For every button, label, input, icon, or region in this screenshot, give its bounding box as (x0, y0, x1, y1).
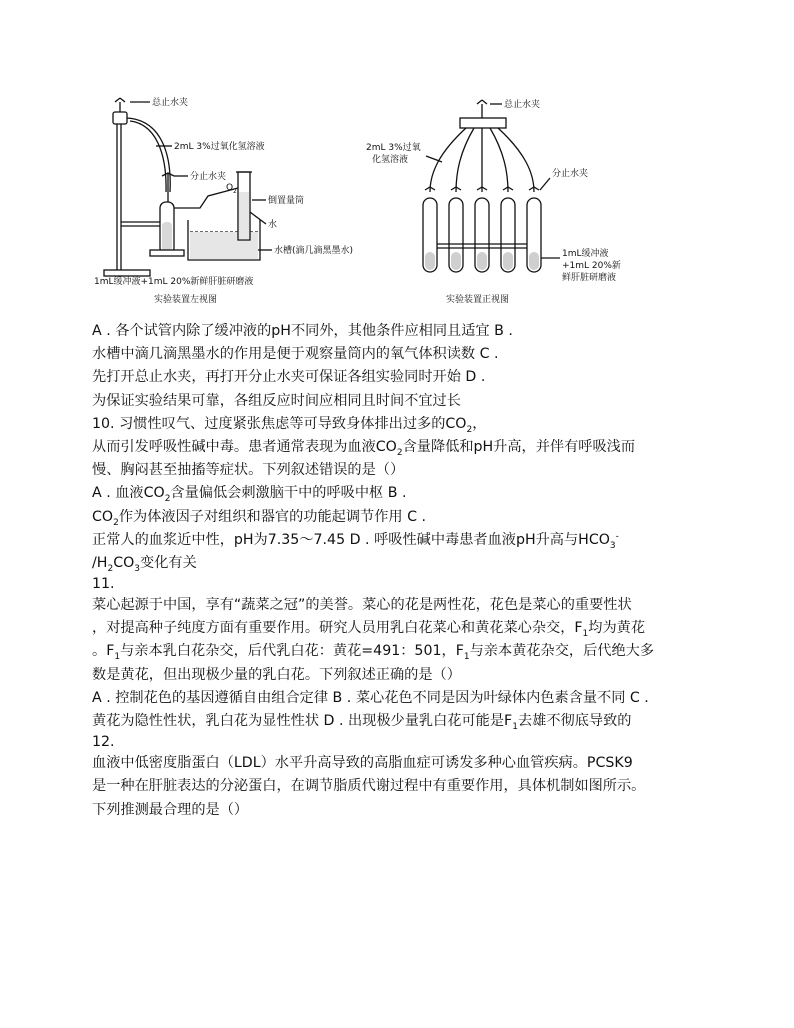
q11-options-line-2: 黄花为隐性性状，乳白花为显性性状 D . 出现极少量乳白花可能是$F_1$去雄不彻底导致的 (92, 713, 632, 732)
left-main-clamp-label: 总止水夹 (152, 98, 189, 108)
q9-options-line-2: 水槽中滴几滴黑墨水的作用是便于观察量筒内的氧气体积读数 C . (92, 346, 499, 363)
right-buffer-label-3: 鲜肝脏研磨液 (562, 273, 617, 283)
left-o2-label: O (226, 183, 234, 193)
right-branch-clamp-label: 分止水夹 (552, 169, 589, 179)
q10-option-d-end: $/H_2CO_3$变化有关 (92, 554, 197, 574)
right-buffer-label-2: +1mL 20%新 (562, 261, 621, 271)
right-h2o2-label-1: 2mL 3%过氧 (366, 143, 421, 153)
experiment-figures (90, 92, 650, 310)
left-branch-clamp-label: 分止水夹 (190, 172, 227, 182)
q9-options-line-3: 先打开总止水夹，再打开分止水夹可保证各组实验同时开始 D . (92, 369, 486, 386)
right-buffer-label-1: 1mL缓冲液 (562, 249, 609, 259)
q11-stem-line-4: 数是黄花，但出现极少量的乳白花。下列叙述正确的是（） (92, 666, 461, 683)
experiment-apparatus-drawing (90, 92, 650, 310)
q12-stem-line-3: 下列推测最合理的是（） (92, 801, 249, 818)
q12-number: 12. (92, 734, 115, 751)
right-h2o2-label-2: 化氢溶液 (372, 155, 409, 165)
right-main-clamp-label: 总止水夹 (504, 100, 541, 110)
left-cylinder-label: 倒置量筒 (268, 196, 305, 206)
left-trough-label: 水槽(滴几滴黑墨水) (274, 246, 354, 256)
q11-stem-line-3: 。$F_1$与亲本乳白花杂交，后代乳白花：黄花=491：501，$F_1$与亲本黄花杂交，后代绝大多 (92, 643, 655, 663)
q10-option-a: A . 血液$CO_2$含量偏低会刺激脑干中的呼吸中枢 B . (92, 485, 407, 505)
q10-option-c-d: 正常人的血浆近中性，pH为7.35～7.45 D . 呼吸性碱中毒患者血液pH升高与$HCO_3^-$ (92, 530, 619, 551)
right-figure-caption: 实验装置正视图 (446, 295, 510, 305)
left-water-label: 水 (268, 220, 278, 230)
left-figure-caption: 实验装置左视图 (154, 295, 218, 305)
q11-number: 11. (92, 576, 115, 593)
q10-option-b: $CO_2$作为体液因子对组织和器官的功能起调节作用 C . (92, 508, 426, 528)
q10-stem-line-1: 10. 习惯性叹气、过度紧张焦虑等可导致身体排出过多的$CO_2$， (92, 415, 487, 435)
q9-options-line-4: 为保证实验结果可靠，各组反应时间应相同且时间不宜过长 (92, 392, 461, 409)
q9-options-line-1: A . 各个试管内除了缓冲液的pH不同外，其他条件应相同且适宜 B . (92, 323, 513, 339)
left-h2o2-label: 2mL 3%过氧化氢溶液 (174, 142, 265, 152)
question-text (92, 320, 732, 822)
q10-stem-line-2: 从而引发呼吸性碱中毒。患者通常表现为血液$CO_2$含量降低和pH升高，并伴有呼吸浅而 (92, 438, 636, 458)
q11-stem-line-2: ，对提高种子纯度方面有重要作用。研究人员用乳白花菜心和黄花菜心杂交，$F_1$均为黄花 (92, 620, 646, 640)
left-bottom-label: 1mL缓冲液+1mL 20%新鲜肝脏研磨液 (94, 277, 254, 287)
q11-stem-line-1: 菜心起源于中国，享有“蔬菜之冠”的美誉。菜心的花是两性花，花色是菜心的重要性状 (92, 597, 632, 614)
q10-stem-line-3: 慢、胸闷甚至抽搐等症状。下列叙述错误的是（） (92, 462, 405, 479)
q11-options-line-1: A . 控制花色的基因遵循自由组合定律 B . 菜心花色不同是因为叶绿体内色素含量不同 C . (92, 689, 649, 706)
q12-stem-line-1: 血液中低密度脂蛋白（LDL）水平升高导致的高脂血症可诱发多种心血管疾病。PCSK9 (92, 755, 633, 772)
left-o2-subscript: 2 (233, 188, 237, 195)
q12-stem-line-2: 是一种在肝脏表达的分泌蛋白，在调节脂质代谢过程中有重要作用，具体机制如图所示。 (92, 778, 646, 795)
